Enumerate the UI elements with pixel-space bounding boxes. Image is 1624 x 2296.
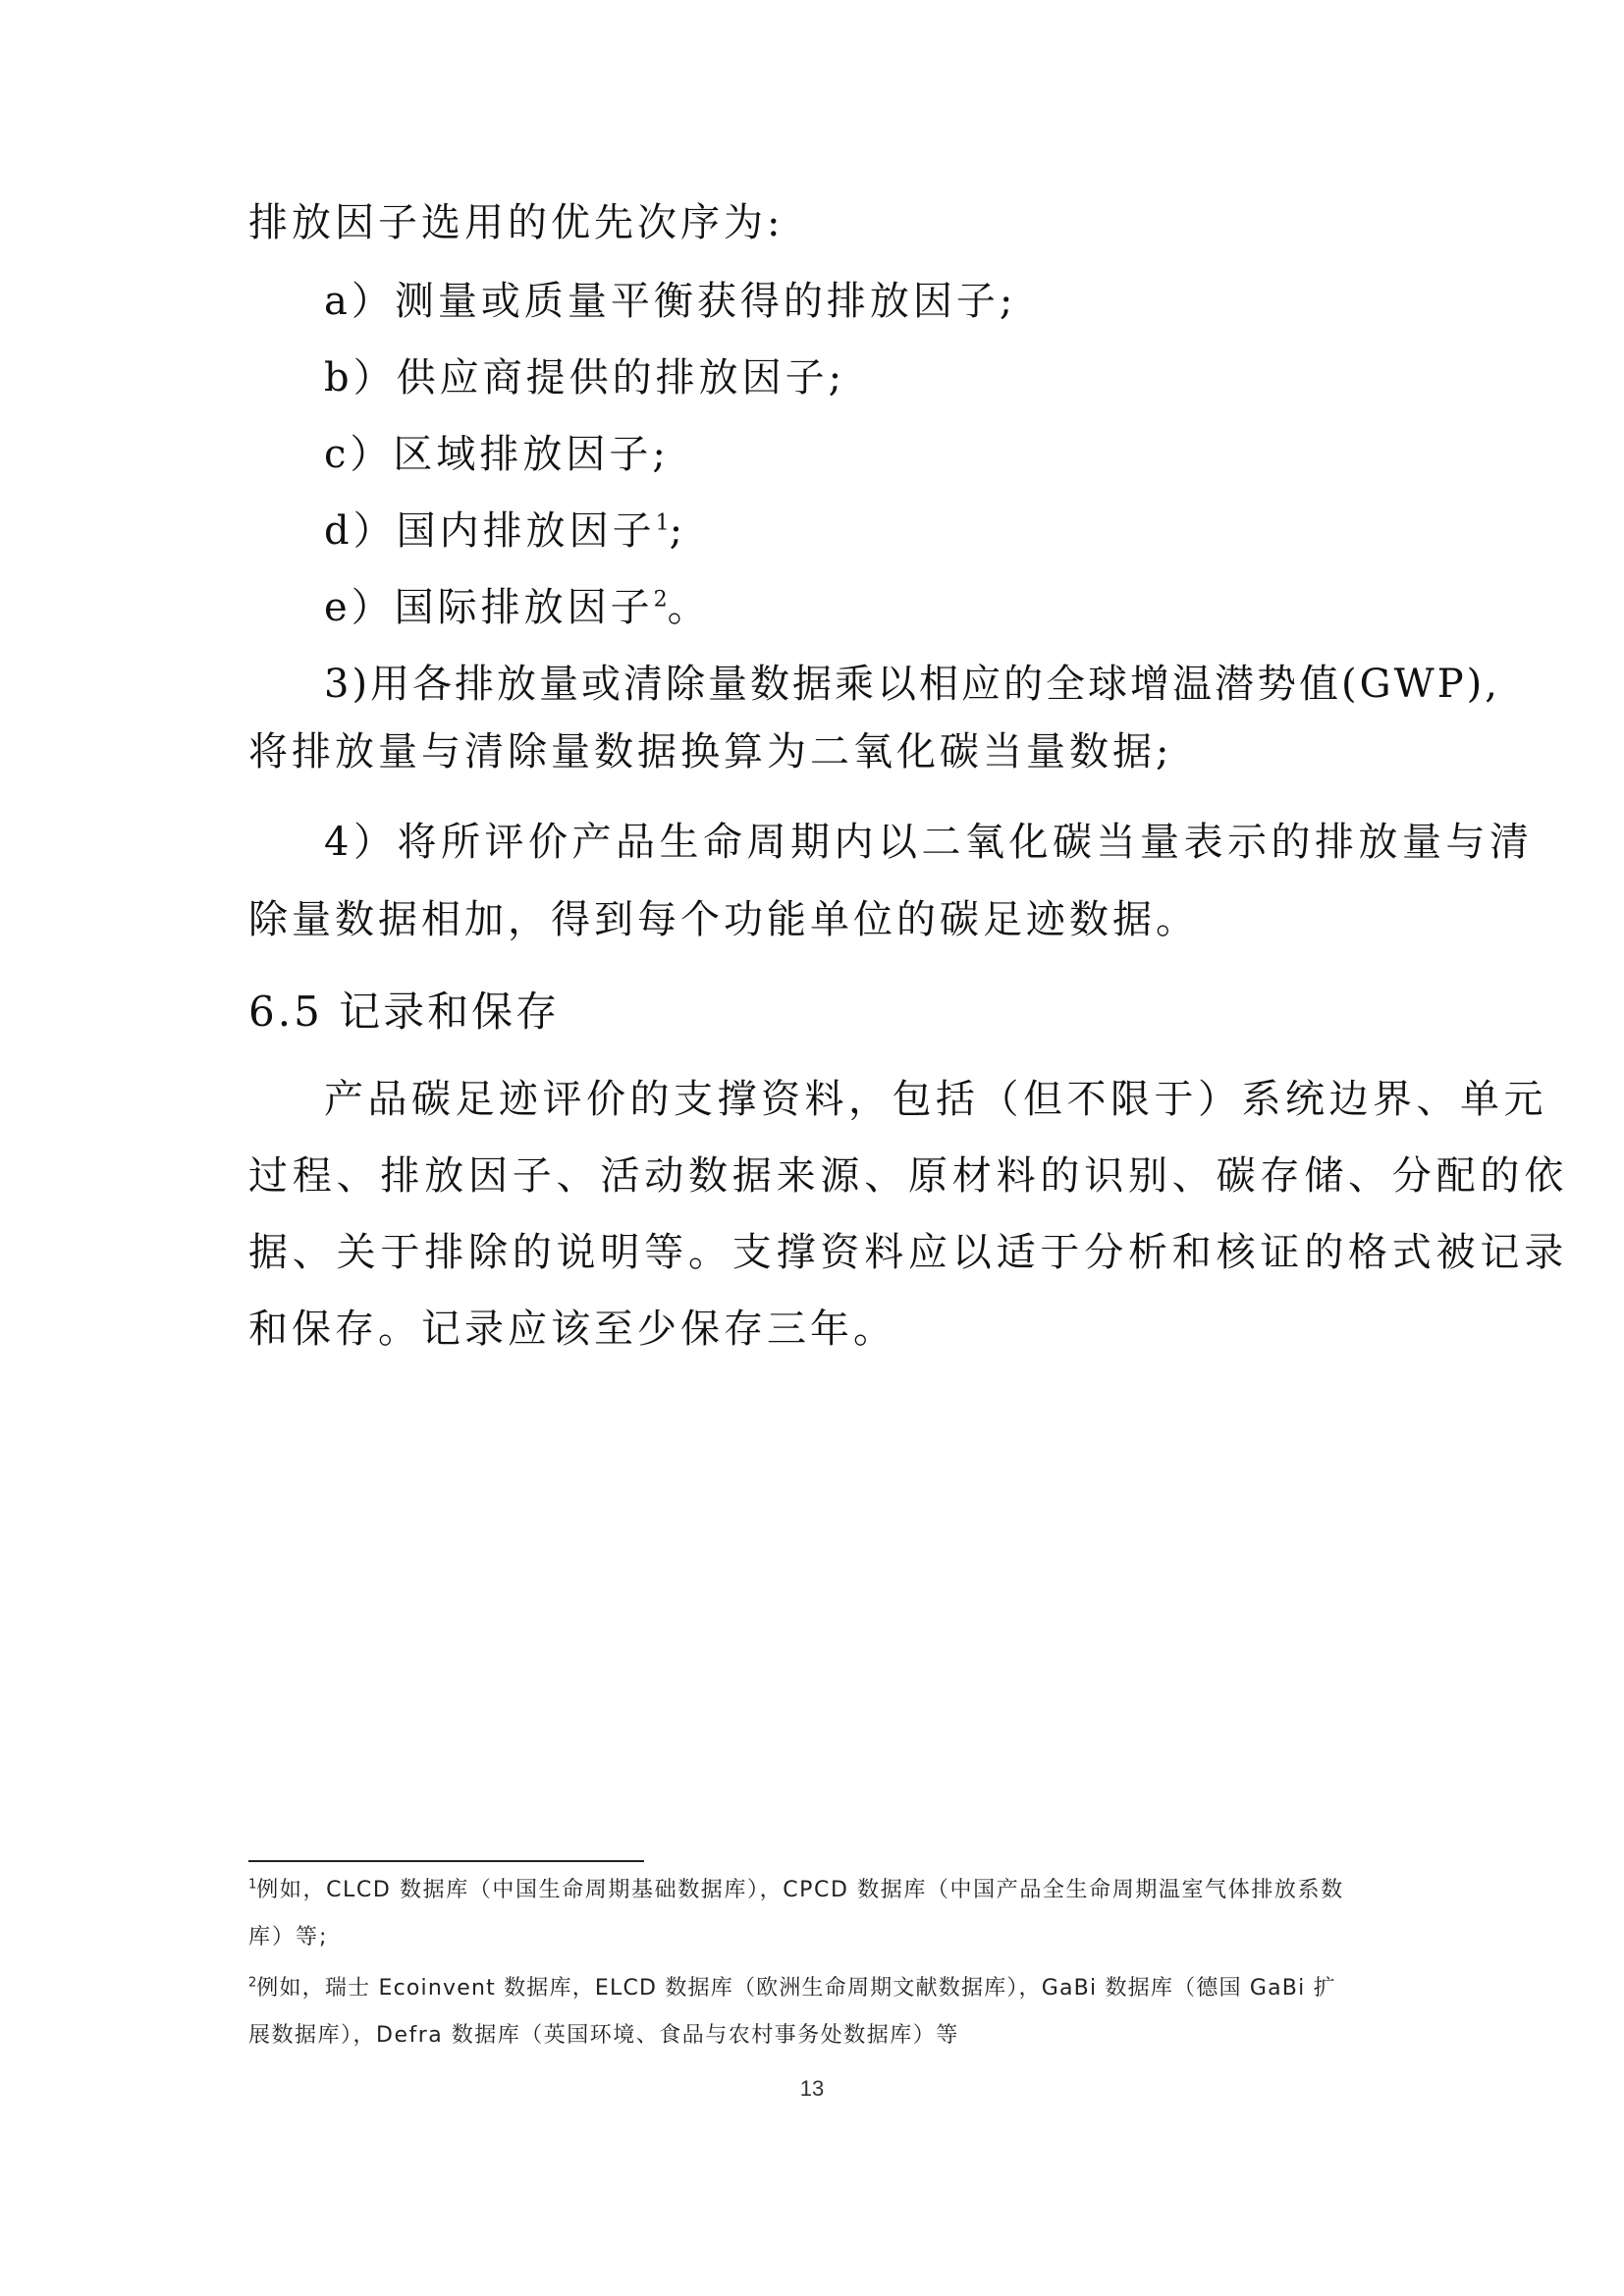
- step-4-line-2: 除量数据相加，得到每个功能单位的碳足迹数据。: [248, 897, 1199, 942]
- list-item-b: b）供应商提供的排放因子;: [324, 355, 846, 400]
- footnote-ref-2[interactable]: 2: [653, 587, 668, 613]
- footnote-2-line-2: 展数据库），Defra 数据库（英国环境、食品与农村事务处数据库）等: [248, 2023, 959, 2048]
- footnote-1-line-2: 库）等;: [248, 1925, 329, 1949]
- footnote-divider: [248, 1860, 644, 1862]
- list-item-e-text: e）国际排放因子: [324, 585, 654, 630]
- section-para-line-1: 产品碳足迹评价的支撑资料，包括（但不限于）系统边界、单元: [324, 1077, 1547, 1122]
- step-4-line-1: 4）将所评价产品生命周期内以二氧化碳当量表示的排放量与清: [324, 820, 1534, 865]
- list-item-a: a）测量或质量平衡获得的排放因子;: [324, 279, 1017, 324]
- step-3-line-1: 3)用各排放量或清除量数据乘以相应的全球增温潜势值(GWP),: [324, 662, 1500, 707]
- footnote-2-line-1: [248, 1975, 1336, 2001]
- footnote-ref-1[interactable]: 1: [655, 510, 670, 536]
- list-item-c: c）区域排放因子;: [324, 432, 670, 477]
- footnote-1-line-1: [248, 1877, 1344, 1902]
- section-para-line-2: 过程、排放因子、活动数据来源、原材料的识别、碳存储、分配的依: [248, 1153, 1568, 1199]
- list-item-d-text: d）国内排放因子: [324, 508, 656, 554]
- footnote-2-mark: 2: [248, 1975, 257, 1991]
- priority-intro: 排放因子选用的优先次序为:: [248, 200, 785, 245]
- list-item-e-tail: 。: [667, 585, 711, 630]
- section-heading: 6.5 记录和保存: [248, 988, 561, 1036]
- list-item-d: [324, 508, 687, 554]
- footnote-1-text: 例如，CLCD 数据库（中国生命周期基础数据库），CPCD 数据库（中国产品全生命周期温室气体排放系数: [256, 1878, 1344, 1902]
- section-para-line-3: 据、关于排除的说明等。支撑资料应以适于分析和核证的格式被记录: [248, 1230, 1568, 1275]
- page-number: 13: [799, 2076, 825, 2101]
- section-para-line-4: 和保存。记录应该至少保存三年。: [248, 1307, 896, 1352]
- footnote-2-text: 例如，瑞士 Ecoinvent 数据库，ELCD 数据库（欧洲生命周期文献数据库），GaBi 数据库（德国 GaBi 扩: [256, 1976, 1336, 2001]
- list-item-d-tail: ;: [669, 508, 687, 554]
- list-item-e: [324, 585, 711, 630]
- footnote-1-mark: 1: [248, 1877, 257, 1893]
- step-3-line-2: 将排放量与清除量数据换算为二氧化碳当量数据;: [248, 729, 1173, 774]
